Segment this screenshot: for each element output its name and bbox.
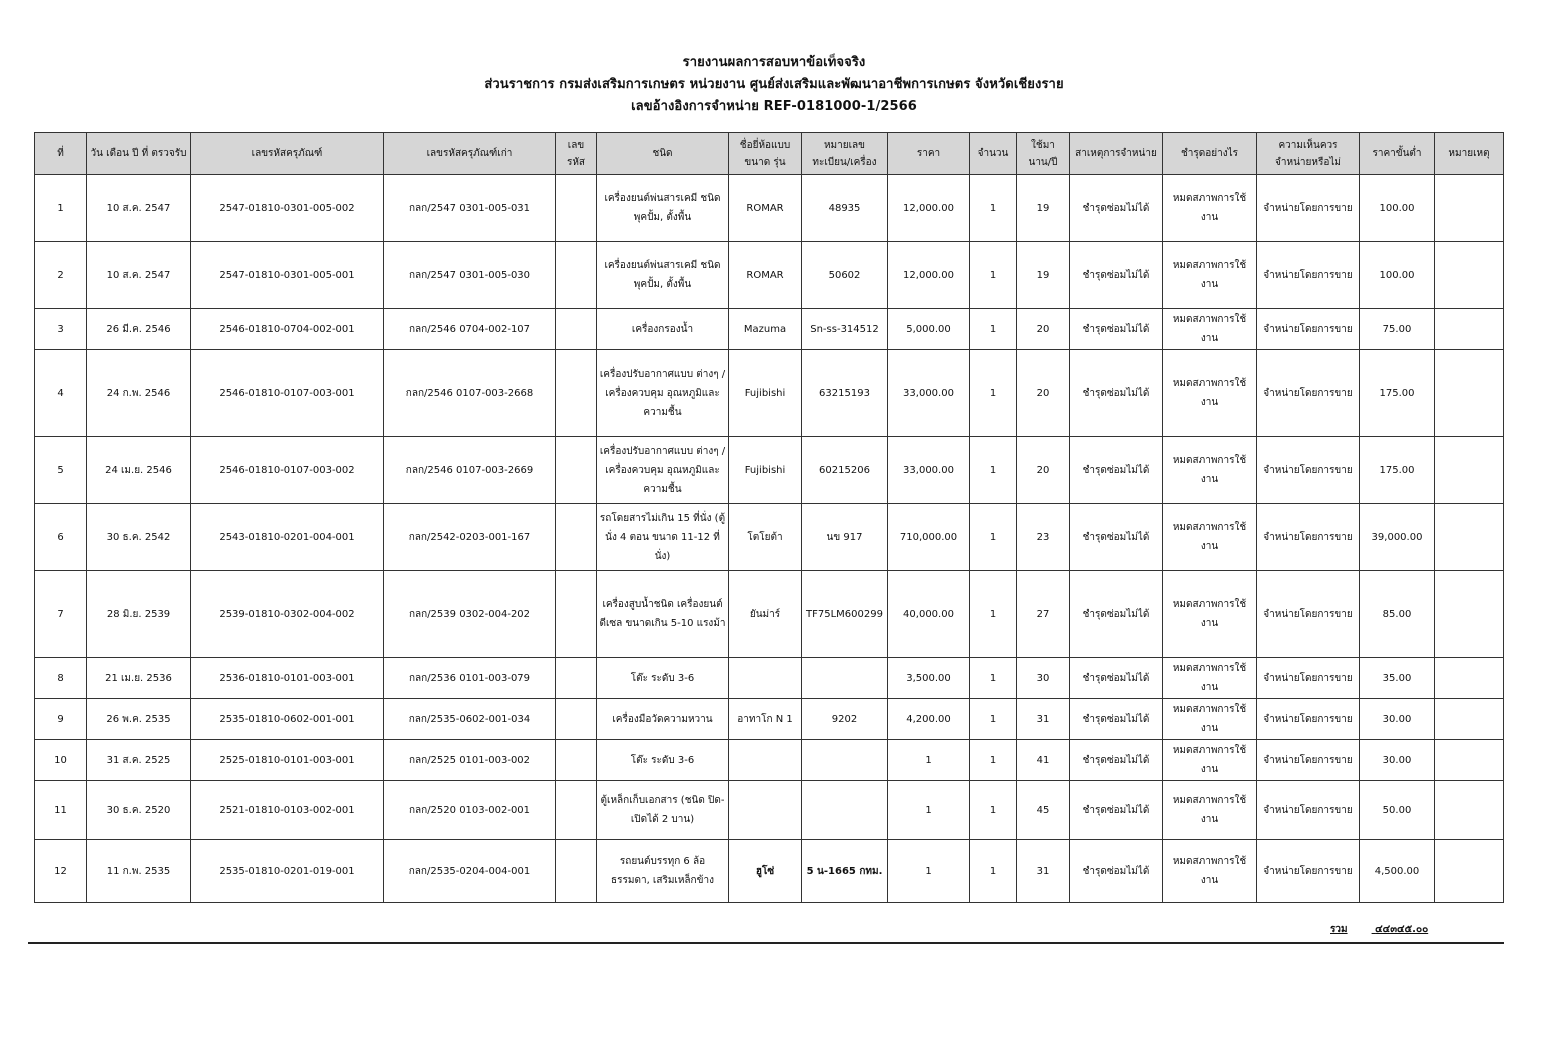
cell-cause: ชำรุดซ่อมไม่ได้ xyxy=(1070,658,1163,699)
cell-cause: ชำรุดซ่อมไม่ได้ xyxy=(1070,437,1163,504)
cell-serial xyxy=(802,658,888,699)
cell-price: 1 xyxy=(888,781,970,840)
cell-brand: ฮูโซ่ xyxy=(729,840,802,903)
table-row xyxy=(35,781,1504,840)
footer-divider xyxy=(28,942,1504,944)
cell-code: 2547-01810-0301-005-002 xyxy=(191,175,384,242)
cell-cause: ชำรุดซ่อมไม่ได้ xyxy=(1070,350,1163,437)
cell-min-price: 100.00 xyxy=(1360,242,1435,309)
cell-old-code: กลก/2525 0101-003-002 xyxy=(384,740,556,781)
table-row xyxy=(35,437,1504,504)
cell-years: 19 xyxy=(1017,175,1070,242)
total-summary xyxy=(1330,922,1452,937)
cell-date: 10 ส.ค. 2547 xyxy=(87,175,191,242)
cell-cause: ชำรุดซ่อมไม่ได้ xyxy=(1070,699,1163,740)
cell-serial: 48935 xyxy=(802,175,888,242)
col-header: ความเห็นควร จำหน่ายหรือไม่ xyxy=(1257,133,1360,175)
cell-years: 31 xyxy=(1017,699,1070,740)
cell-qty: 1 xyxy=(970,658,1017,699)
col-header: เลข รหัส xyxy=(556,133,597,175)
cell-no: 11 xyxy=(35,781,87,840)
cell-type: โต๊ะ ระดับ 3-6 xyxy=(597,740,729,781)
cell-code: 2525-01810-0101-003-001 xyxy=(191,740,384,781)
cell-date: 26 พ.ค. 2535 xyxy=(87,699,191,740)
cell-serial: 60215206 xyxy=(802,437,888,504)
cell-no: 9 xyxy=(35,699,87,740)
cell-condition: หมดสภาพการใช้งาน xyxy=(1163,350,1257,437)
cell-old-code: กลก/2535-0602-001-034 xyxy=(384,699,556,740)
cell-old-code: กลก/2546 0704-002-107 xyxy=(384,309,556,350)
cell-years: 27 xyxy=(1017,571,1070,658)
cell-serial: 50602 xyxy=(802,242,888,309)
cell-remark xyxy=(1435,175,1504,242)
cell-code: 2539-01810-0302-004-002 xyxy=(191,571,384,658)
cell-years: 31 xyxy=(1017,840,1070,903)
cell-opinion: จำหน่ายโดยการขาย xyxy=(1257,242,1360,309)
cell-date: 11 ก.พ. 2535 xyxy=(87,840,191,903)
cell-remark xyxy=(1435,840,1504,903)
cell-condition: หมดสภาพการใช้งาน xyxy=(1163,840,1257,903)
cell-no: 12 xyxy=(35,840,87,903)
cell-remark xyxy=(1435,571,1504,658)
cell-serial: 9202 xyxy=(802,699,888,740)
cell-cause: ชำรุดซ่อมไม่ได้ xyxy=(1070,840,1163,903)
cell-price: 1 xyxy=(888,740,970,781)
cell-years: 41 xyxy=(1017,740,1070,781)
cell-code: 2546-01810-0107-003-001 xyxy=(191,350,384,437)
cell-type: เครื่องยนต์พ่นสารเคมี ชนิดพุคปั้ม, ตั้งพื้น xyxy=(597,175,729,242)
cell-condition: หมดสภาพการใช้งาน xyxy=(1163,309,1257,350)
col-header: ราคา xyxy=(888,133,970,175)
cell-opinion: จำหน่ายโดยการขาย xyxy=(1257,309,1360,350)
cell-code-no xyxy=(556,571,597,658)
cell-opinion: จำหน่ายโดยการขาย xyxy=(1257,571,1360,658)
cell-remark xyxy=(1435,309,1504,350)
col-header: สาเหตุการจำหน่าย xyxy=(1070,133,1163,175)
cell-brand xyxy=(729,781,802,840)
cell-qty: 1 xyxy=(970,309,1017,350)
cell-brand: ROMAR xyxy=(729,175,802,242)
cell-old-code: กลก/2520 0103-002-001 xyxy=(384,781,556,840)
cell-price: 4,200.00 xyxy=(888,699,970,740)
cell-brand: โตโยต้า xyxy=(729,504,802,571)
cell-type: เครื่องปรับอากาศแบบ ต่างๆ /เครื่องควบคุม อุณหภูมิและความชื้น xyxy=(597,350,729,437)
col-header: หมายเลข ทะเบียน/เครื่อง xyxy=(802,133,888,175)
cell-serial: TF75LM600299 xyxy=(802,571,888,658)
cell-price: 33,000.00 xyxy=(888,350,970,437)
cell-type: เครื่องสูบน้ำชนิด เครื่องยนต์ดีเซล ขนาดเกิน 5-10 แรงม้า xyxy=(597,571,729,658)
cell-code-no xyxy=(556,699,597,740)
cell-old-code: กลก/2546 0107-003-2668 xyxy=(384,350,556,437)
cell-type: เครื่องกรองน้ำ xyxy=(597,309,729,350)
cell-no: 7 xyxy=(35,571,87,658)
cell-no: 10 xyxy=(35,740,87,781)
cell-type: ตู้เหล็กเก็บเอกสาร (ชนิด ปิด-เปิดได้ 2 บาน) xyxy=(597,781,729,840)
cell-condition: หมดสภาพการใช้งาน xyxy=(1163,571,1257,658)
cell-min-price: 30.00 xyxy=(1360,699,1435,740)
col-header: ใช้มา นาน/ปี xyxy=(1017,133,1070,175)
cell-serial xyxy=(802,740,888,781)
cell-years: 45 xyxy=(1017,781,1070,840)
cell-brand: ROMAR xyxy=(729,242,802,309)
cell-serial: 5 น-1665 กทม. xyxy=(802,840,888,903)
cell-price: 12,000.00 xyxy=(888,175,970,242)
cell-brand: Fujibishi xyxy=(729,437,802,504)
cell-years: 20 xyxy=(1017,309,1070,350)
cell-cause: ชำรุดซ่อมไม่ได้ xyxy=(1070,175,1163,242)
reference-line: เลขอ้างอิงการจำหน่าย REF-0181000-1/2566 xyxy=(631,99,917,114)
cell-code-no xyxy=(556,781,597,840)
cell-min-price: 35.00 xyxy=(1360,658,1435,699)
cell-cause: ชำรุดซ่อมไม่ได้ xyxy=(1070,504,1163,571)
cell-opinion: จำหน่ายโดยการขาย xyxy=(1257,350,1360,437)
cell-min-price: 75.00 xyxy=(1360,309,1435,350)
total-label: รวม xyxy=(1330,924,1348,935)
cell-opinion: จำหน่ายโดยการขาย xyxy=(1257,437,1360,504)
cell-condition: หมดสภาพการใช้งาน xyxy=(1163,242,1257,309)
cell-brand: Mazuma xyxy=(729,309,802,350)
cell-code-no xyxy=(556,740,597,781)
cell-price: 12,000.00 xyxy=(888,242,970,309)
cell-remark xyxy=(1435,504,1504,571)
cell-condition: หมดสภาพการใช้งาน xyxy=(1163,504,1257,571)
cell-min-price: 175.00 xyxy=(1360,350,1435,437)
cell-code: 2535-01810-0201-019-001 xyxy=(191,840,384,903)
cell-code-no xyxy=(556,437,597,504)
cell-old-code: กลก/2539 0302-004-202 xyxy=(384,571,556,658)
table-row xyxy=(35,571,1504,658)
cell-brand xyxy=(729,658,802,699)
table-row xyxy=(35,840,1504,903)
cell-price: 5,000.00 xyxy=(888,309,970,350)
cell-remark xyxy=(1435,658,1504,699)
asset-disposal-table xyxy=(34,132,1504,903)
cell-min-price: 50.00 xyxy=(1360,781,1435,840)
cell-cause: ชำรุดซ่อมไม่ได้ xyxy=(1070,242,1163,309)
col-header: ชำรุดอย่างไร xyxy=(1163,133,1257,175)
cell-qty: 1 xyxy=(970,740,1017,781)
cell-min-price: 175.00 xyxy=(1360,437,1435,504)
cell-min-price: 85.00 xyxy=(1360,571,1435,658)
cell-qty: 1 xyxy=(970,437,1017,504)
cell-no: 4 xyxy=(35,350,87,437)
cell-price: 33,000.00 xyxy=(888,437,970,504)
col-header: ชื่อยี่ห้อแบบขนาด รุ่น xyxy=(729,133,802,175)
cell-min-price: 4,500.00 xyxy=(1360,840,1435,903)
cell-date: 10 ส.ค. 2547 xyxy=(87,242,191,309)
cell-date: 21 เม.ย. 2536 xyxy=(87,658,191,699)
cell-old-code: กลก/2547 0301-005-031 xyxy=(384,175,556,242)
cell-type: รถโดยสารไม่เกิน 15 ที่นั่ง (ตู้นั่ง 4 ตอน ขนาด 11-12 ที่นั่ง) xyxy=(597,504,729,571)
cell-date: 26 มี.ค. 2546 xyxy=(87,309,191,350)
cell-condition: หมดสภาพการใช้งาน xyxy=(1163,740,1257,781)
cell-type: เครื่องปรับอากาศแบบ ต่างๆ /เครื่องควบคุม อุณหภูมิและความชื้น xyxy=(597,437,729,504)
cell-opinion: จำหน่ายโดยการขาย xyxy=(1257,699,1360,740)
table-header-row xyxy=(35,133,1504,175)
col-header: วัน เดือน ปี ที่ ตรวจรับ xyxy=(87,133,191,175)
cell-date: 30 ธ.ค. 2520 xyxy=(87,781,191,840)
cell-code-no xyxy=(556,309,597,350)
cell-type: เครื่องมือวัดความหวาน xyxy=(597,699,729,740)
cell-years: 23 xyxy=(1017,504,1070,571)
cell-remark xyxy=(1435,781,1504,840)
agency-line: ส่วนราชการ กรมส่งเสริมการเกษตร หน่วยงาน ศูนย์ส่งเสริมและพัฒนาอาชีพการเกษตร จังหวัดเชียงราย xyxy=(484,77,1064,92)
cell-min-price: 39,000.00 xyxy=(1360,504,1435,571)
cell-code: 2546-01810-0704-002-001 xyxy=(191,309,384,350)
table-row xyxy=(35,242,1504,309)
cell-code: 2547-01810-0301-005-001 xyxy=(191,242,384,309)
cell-no: 5 xyxy=(35,437,87,504)
cell-code: 2535-01810-0602-001-001 xyxy=(191,699,384,740)
table-row xyxy=(35,699,1504,740)
cell-code-no xyxy=(556,242,597,309)
cell-opinion: จำหน่ายโดยการขาย xyxy=(1257,658,1360,699)
cell-brand: อาทาโก N 1 xyxy=(729,699,802,740)
col-header: หมายเหตุ xyxy=(1435,133,1504,175)
cell-old-code: กลก/2542-0203-001-167 xyxy=(384,504,556,571)
col-header: ที่ xyxy=(35,133,87,175)
table-row xyxy=(35,658,1504,699)
cell-min-price: 100.00 xyxy=(1360,175,1435,242)
cell-type: โต๊ะ ระดับ 3-6 xyxy=(597,658,729,699)
cell-code-no xyxy=(556,658,597,699)
cell-condition: หมดสภาพการใช้งาน xyxy=(1163,781,1257,840)
cell-years: 20 xyxy=(1017,437,1070,504)
cell-price: 3,500.00 xyxy=(888,658,970,699)
cell-brand: Fujibishi xyxy=(729,350,802,437)
cell-opinion: จำหน่ายโดยการขาย xyxy=(1257,781,1360,840)
cell-date: 28 มิ.ย. 2539 xyxy=(87,571,191,658)
col-header: จำนวน xyxy=(970,133,1017,175)
cell-brand: ยันม่าร์ xyxy=(729,571,802,658)
cell-remark xyxy=(1435,437,1504,504)
cell-condition: หมดสภาพการใช้งาน xyxy=(1163,699,1257,740)
col-header: เลขรหัสครุภัณฑ์ xyxy=(191,133,384,175)
table-row xyxy=(35,740,1504,781)
cell-type: เครื่องยนต์พ่นสารเคมี ชนิดพุคปั้ม, ตั้งพื้น xyxy=(597,242,729,309)
report-title: รายงานผลการสอบหาข้อเท็จจริง xyxy=(682,55,866,70)
cell-brand xyxy=(729,740,802,781)
cell-cause: ชำรุดซ่อมไม่ได้ xyxy=(1070,309,1163,350)
cell-remark xyxy=(1435,740,1504,781)
table-row xyxy=(35,309,1504,350)
cell-code-no xyxy=(556,840,597,903)
cell-price: 40,000.00 xyxy=(888,571,970,658)
cell-opinion: จำหน่ายโดยการขาย xyxy=(1257,175,1360,242)
cell-cause: ชำรุดซ่อมไม่ได้ xyxy=(1070,571,1163,658)
cell-qty: 1 xyxy=(970,504,1017,571)
cell-years: 20 xyxy=(1017,350,1070,437)
cell-no: 2 xyxy=(35,242,87,309)
cell-condition: หมดสภาพการใช้งาน xyxy=(1163,437,1257,504)
cell-serial: 63215193 xyxy=(802,350,888,437)
cell-code-no xyxy=(556,350,597,437)
cell-type: รถยนต์บรรทุก 6 ล้อ ธรรมดา, เสริมเหล็กข้าง xyxy=(597,840,729,903)
cell-price: 710,000.00 xyxy=(888,504,970,571)
cell-old-code: กลก/2547 0301-005-030 xyxy=(384,242,556,309)
cell-date: 24 เม.ย. 2546 xyxy=(87,437,191,504)
cell-serial: นข 917 xyxy=(802,504,888,571)
cell-no: 1 xyxy=(35,175,87,242)
cell-serial: Sn-ss-314512 xyxy=(802,309,888,350)
cell-code-no xyxy=(556,504,597,571)
cell-price: 1 xyxy=(888,840,970,903)
cell-qty: 1 xyxy=(970,699,1017,740)
cell-opinion: จำหน่ายโดยการขาย xyxy=(1257,504,1360,571)
cell-old-code: กลก/2546 0107-003-2669 xyxy=(384,437,556,504)
total-value: ๔๔๓๔๕.๐๐ xyxy=(1375,924,1429,935)
report-header xyxy=(0,52,1548,118)
cell-cause: ชำรุดซ่อมไม่ได้ xyxy=(1070,740,1163,781)
cell-date: 31 ส.ค. 2525 xyxy=(87,740,191,781)
cell-years: 30 xyxy=(1017,658,1070,699)
cell-code: 2543-01810-0201-004-001 xyxy=(191,504,384,571)
cell-qty: 1 xyxy=(970,242,1017,309)
cell-qty: 1 xyxy=(970,350,1017,437)
cell-condition: หมดสภาพการใช้งาน xyxy=(1163,175,1257,242)
cell-remark xyxy=(1435,242,1504,309)
cell-qty: 1 xyxy=(970,571,1017,658)
cell-no: 6 xyxy=(35,504,87,571)
cell-cause: ชำรุดซ่อมไม่ได้ xyxy=(1070,781,1163,840)
cell-remark xyxy=(1435,699,1504,740)
cell-min-price: 30.00 xyxy=(1360,740,1435,781)
cell-code: 2536-01810-0101-003-001 xyxy=(191,658,384,699)
cell-years: 19 xyxy=(1017,242,1070,309)
cell-remark xyxy=(1435,350,1504,437)
cell-no: 3 xyxy=(35,309,87,350)
cell-code: 2521-01810-0103-002-001 xyxy=(191,781,384,840)
cell-date: 30 ธ.ค. 2542 xyxy=(87,504,191,571)
cell-date: 24 ก.พ. 2546 xyxy=(87,350,191,437)
cell-condition: หมดสภาพการใช้งาน xyxy=(1163,658,1257,699)
cell-qty: 1 xyxy=(970,840,1017,903)
col-header: ราคาขั้นต่ำ xyxy=(1360,133,1435,175)
cell-old-code: กลก/2535-0204-004-001 xyxy=(384,840,556,903)
col-header: ชนิด xyxy=(597,133,729,175)
cell-opinion: จำหน่ายโดยการขาย xyxy=(1257,740,1360,781)
cell-qty: 1 xyxy=(970,781,1017,840)
cell-old-code: กลก/2536 0101-003-079 xyxy=(384,658,556,699)
cell-code-no xyxy=(556,175,597,242)
table-row xyxy=(35,175,1504,242)
cell-code: 2546-01810-0107-003-002 xyxy=(191,437,384,504)
table-row xyxy=(35,504,1504,571)
table-row xyxy=(35,350,1504,437)
col-header: เลขรหัสครุภัณฑ์เก่า xyxy=(384,133,556,175)
cell-qty: 1 xyxy=(970,175,1017,242)
cell-serial xyxy=(802,781,888,840)
cell-no: 8 xyxy=(35,658,87,699)
cell-opinion: จำหน่ายโดยการขาย xyxy=(1257,840,1360,903)
